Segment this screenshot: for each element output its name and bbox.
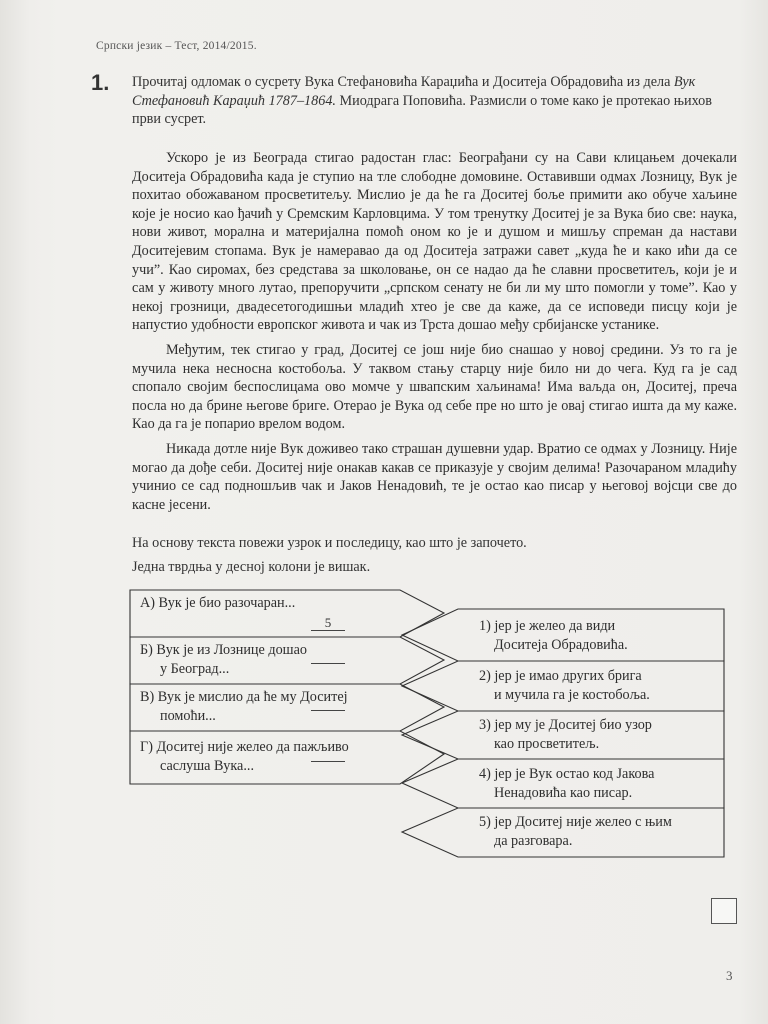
- passage-paragraph-3: Никада дотле није Вук доживео тако страшан душевни удар. Вратио се одмах у Лозницу. Није могао да дође себи. Доситеј није онакав какав се приказује у својим делима! Разочараном младићу учинио се сад подношљив чак и Јаков Ненадовић, те је остао као писар у његовој војсци све до касне јесени.: [132, 440, 737, 513]
- instruction-text-before: Прочитај одломак о сусрету Вука Стефановића Караџића и Доситеја Обрадовића из дела: [132, 74, 674, 90]
- effect-1: 1) јер је желео да види Доситеја Обрадовића.: [479, 618, 628, 653]
- score-box[interactable]: [711, 898, 737, 924]
- answer-blank-b[interactable]: [311, 663, 345, 664]
- passage-paragraph-2: Међутим, тек стигао у град, Доситеј се још није био снашао у новој средини. Уз то га је мучила нека несносна костобоља. У таквом стању старцу није било ни до чега. Куд га је сад спопало својим беспослицама ово момче у швапским хаљинама! Има ваљда он, Доситеј, преча посла но да брине његове бриге. Отерао је Вука од себе пре но што је овај стигао ишта да му каже. Као да га је попарио врелом водом.: [132, 341, 737, 433]
- effect-3: 3) јер му је Доситеј био узор као просветитељ.: [479, 717, 652, 752]
- answer-blank-v[interactable]: [311, 710, 345, 711]
- task-line-1: На основу текста повежи узрок и последицу, као што је започето.: [132, 535, 527, 551]
- cause-g: Г) Доситеј није желео да пажљиво саслуша Вука...: [140, 739, 349, 774]
- effect-2: 2) јер је имао других брига и мучила га је костобоља.: [479, 668, 650, 703]
- cause-v: В) Вук је мислио да ће му Доситеј помоћи...: [140, 689, 348, 724]
- passage-paragraph-1: Ускоро је из Београда стигао радостан глас: Београђани су на Сави клицањем дочекали Доситеја Обрадовића када је ступио на тле слободне домовине. Оставивши одмах Лозницу, Вук је похитао обожаваном просветитељу. Мислио је да ће га Доситеј боље примити ако обуче хаљине које је носио као ђачић у Сремским Карловцима. У том тренутку Доситеј је за Вука био све: наука, нови живот, морална и материјална помоћ оном ко је и душом и мишљу спреман да настави Доситејевим стопама. Вук је намеравао да од Доситеја затражи савет „куда ће и како ићи да се учи”. Као сиромах, без средстава за школовање, он се надао да ће славни просветитељ, који је и сам у животу много лутао, препоручити „српском сенату не би ли му што помогли у томе”. Као у некој грозници, двадесетогодишњи младић хтео је све да каже, да се исповеди писцу који је напустио удобности европског живота и чак из Трста дошао међу србијанске устанике.: [132, 150, 737, 334]
- page-number: 3: [726, 968, 733, 983]
- effect-4: 4) јер је Вук остао код Јакова Ненадовића као писар.: [479, 766, 655, 801]
- answer-blank-a[interactable]: 5: [311, 616, 345, 631]
- cause-b: Б) Вук је из Лознице дошао у Београд...: [140, 642, 307, 677]
- book-title: Вук Стефановић Караџић 1787–1864.: [132, 74, 696, 109]
- instruction-text-after: Миодрага Поповића. Размисли о томе како је протекао њихов први сусрет.: [132, 92, 712, 127]
- cause-a: А) Вук је био разочаран...: [140, 595, 296, 611]
- task-line-2: Једна тврдња у десној колони је вишак.: [132, 559, 371, 575]
- effect-5: 5) јер Доситеј није желео с њим да разговара.: [479, 814, 672, 849]
- page-header: Српски језик – Тест, 2014/2015.: [96, 40, 257, 52]
- answer-blank-g[interactable]: [311, 761, 345, 762]
- question-number: 1.: [91, 70, 110, 95]
